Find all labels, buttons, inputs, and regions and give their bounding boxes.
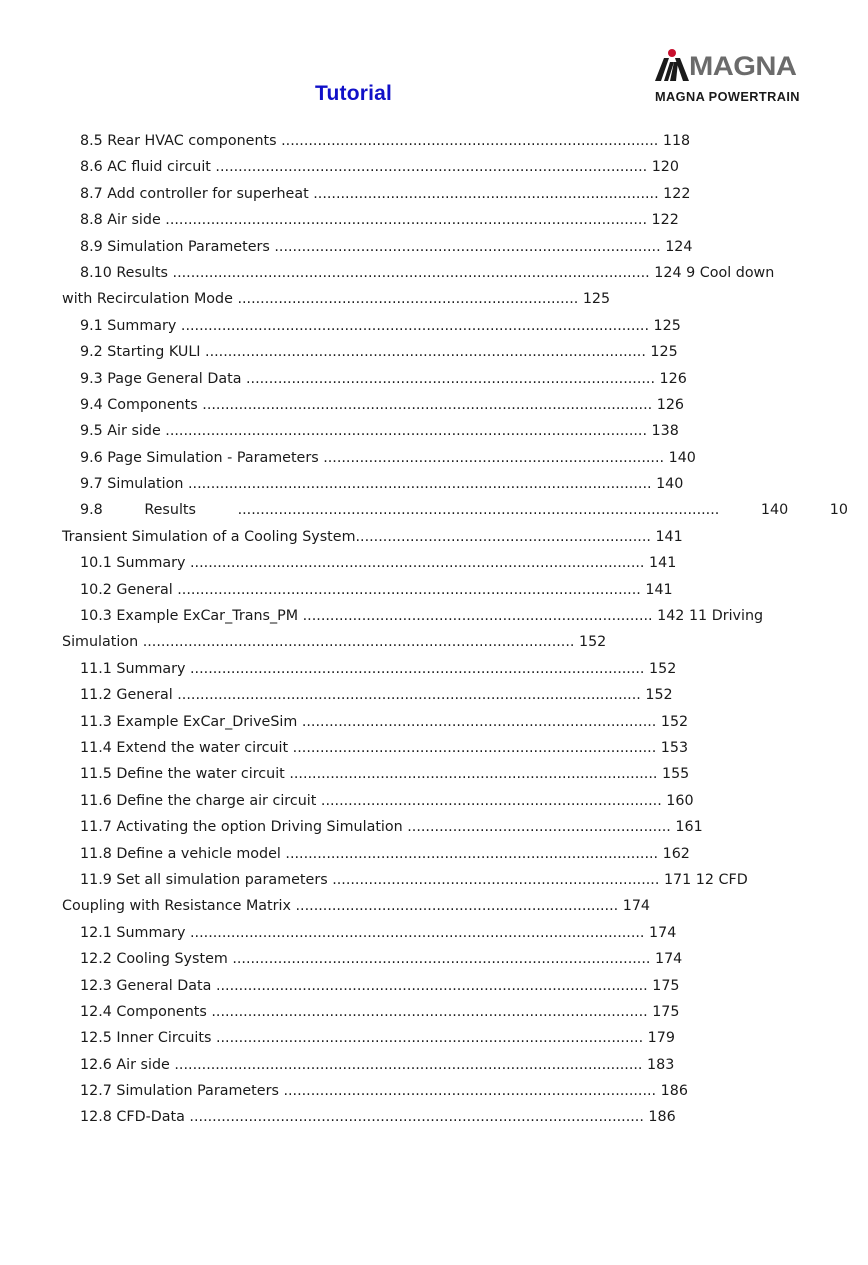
toc-entry-text: 12.1 Summary .................................................................................................... 174 xyxy=(80,924,677,941)
toc-entry[interactable] xyxy=(62,524,848,550)
toc-entry[interactable] xyxy=(62,867,848,893)
toc-entry-text: 9.3 Page General Data .......................................................................................... 126 xyxy=(80,370,687,387)
toc-entry[interactable] xyxy=(62,313,848,339)
toc-entry-text: 8.7 Add controller for superheat ............................................................................ 122 xyxy=(80,185,691,202)
toc-entry-part: Results xyxy=(144,502,196,519)
toc-entry[interactable] xyxy=(62,1104,848,1130)
toc-entry-text: Transient Simulation of a Cooling System................................................................. 141 xyxy=(62,528,683,545)
toc-entry[interactable] xyxy=(62,418,848,444)
table-of-contents xyxy=(62,128,848,1131)
toc-entry[interactable] xyxy=(62,893,848,919)
toc-entry-text: Simulation ............................................................................................... 152 xyxy=(62,634,607,651)
toc-entry-part: 140 xyxy=(760,502,789,519)
toc-entry-text: 11.8 Define a vehicle model .................................................................................. 162 xyxy=(80,845,690,862)
toc-entry-text: Coupling with Resistance Matrix ....................................................................... 174 xyxy=(62,898,651,915)
toc-entry-text: 11.5 Define the water circuit ................................................................................. 155 xyxy=(80,766,690,783)
toc-entry-text: 10.3 Example ExCar_Trans_PM ............................................................................. 142 11 Driving xyxy=(80,608,764,625)
toc-entry-text: 12.5 Inner Circuits .............................................................................................. 179 xyxy=(80,1030,675,1047)
page-header xyxy=(0,0,868,120)
toc-entry-text: 11.9 Set all simulation parameters ........................................................................ 171 12 CFD xyxy=(80,871,748,888)
toc-entry[interactable] xyxy=(62,735,848,761)
toc-entry[interactable] xyxy=(62,920,848,946)
toc-entry-text: 9.5 Air side .......................................................................................................... 138 xyxy=(80,423,679,440)
toc-entry-text: 10.2 General ...................................................................................................... 141 xyxy=(80,581,673,598)
toc-entry[interactable] xyxy=(62,577,848,603)
toc-entry[interactable] xyxy=(62,339,848,365)
toc-entry-text: 9.7 Simulation ...................................................................................................... 140 xyxy=(80,476,684,493)
toc-entry[interactable] xyxy=(62,656,848,682)
toc-entry[interactable] xyxy=(62,260,848,286)
toc-entry-text: with Recirculation Mode ........................................................................... 125 xyxy=(62,291,611,308)
toc-entry[interactable] xyxy=(62,999,848,1025)
toc-entry-text: 10.1 Summary .................................................................................................... 141 xyxy=(80,555,677,572)
toc-entry[interactable] xyxy=(62,814,848,840)
toc-entry-text: 9.2 Starting KULI ................................................................................................. 125 xyxy=(80,344,678,361)
toc-entry-text: 8.5 Rear HVAC components ................................................................................... 118 xyxy=(80,133,691,149)
magna-emblem-icon xyxy=(655,48,689,82)
logo-subtitle: MAGNA POWERTRAIN xyxy=(655,90,800,104)
toc-entry-text: 11.3 Example ExCar_DriveSim .............................................................................. 152 xyxy=(80,713,689,730)
toc-entry-part: 9.8 xyxy=(80,502,103,519)
toc-entry-text: 12.4 Components ................................................................................................ 175 xyxy=(80,1003,680,1020)
toc-entry-text: 9.6 Page Simulation - Parameters ........................................................................... 140 xyxy=(80,449,696,466)
toc-entry-text: 11.7 Activating the option Driving Simulation .......................................................... 161 xyxy=(80,819,703,836)
toc-entry[interactable] xyxy=(62,788,848,814)
toc-entry-text: 12.8 CFD-Data .................................................................................................... 186 xyxy=(80,1109,676,1126)
toc-entry-text: 12.6 Air side ....................................................................................................... 183 xyxy=(80,1056,675,1073)
toc-entry[interactable] xyxy=(62,973,848,999)
toc-entry[interactable] xyxy=(62,1078,848,1104)
magna-logo xyxy=(655,48,807,110)
toc-entry[interactable] xyxy=(62,366,848,392)
toc-entry[interactable] xyxy=(62,207,848,233)
toc-entry[interactable] xyxy=(62,471,848,497)
toc-entry[interactable] xyxy=(62,181,848,207)
toc-entry[interactable] xyxy=(62,682,848,708)
toc-entry-text: 9.4 Components ................................................................................................... 126 xyxy=(80,396,685,413)
toc-entry[interactable] xyxy=(62,841,848,867)
toc-entry-text: 8.8 Air side .......................................................................................................... 122 xyxy=(80,212,679,229)
toc-entry-text: 12.3 General Data ............................................................................................... 175 xyxy=(80,977,680,994)
toc-entry[interactable] xyxy=(62,603,848,629)
toc-entry[interactable] xyxy=(62,286,848,312)
toc-entry[interactable] xyxy=(62,497,848,523)
toc-entry[interactable] xyxy=(62,1052,848,1078)
toc-entry-text: 11.2 General ...................................................................................................... 152 xyxy=(80,687,673,704)
toc-entry-text: 8.9 Simulation Parameters ..................................................................................... 124 xyxy=(80,238,693,255)
logo-wordmark: MAGNA xyxy=(689,51,797,81)
toc-entry-text: 12.2 Cooling System ............................................................................................ 174 xyxy=(80,951,683,968)
toc-entry[interactable] xyxy=(62,445,848,471)
toc-entry[interactable] xyxy=(62,128,848,154)
toc-entry[interactable] xyxy=(62,234,848,260)
toc-entry-text: 8.10 Results ......................................................................................................... 124 9 Cool down xyxy=(80,264,775,281)
toc-entry[interactable] xyxy=(62,761,848,787)
toc-entry-text: 9.1 Summary ....................................................................................................... 125 xyxy=(80,317,681,334)
toc-entry-text: 11.6 Define the charge air circuit ........................................................................... 160 xyxy=(80,792,694,809)
toc-entry-text: 11.4 Extend the water circuit ................................................................................ 153 xyxy=(80,739,689,756)
toc-entry[interactable] xyxy=(62,709,848,735)
toc-entry-part: 10 xyxy=(829,502,848,519)
toc-entry[interactable] xyxy=(62,392,848,418)
toc-entry[interactable] xyxy=(62,550,848,576)
toc-entry[interactable] xyxy=(62,154,848,180)
page-title: Tutorial xyxy=(315,82,393,105)
toc-entry-part: .......................................................................................................... xyxy=(237,502,720,519)
toc-entry[interactable] xyxy=(62,946,848,972)
toc-entry-text: 8.6 AC fluid circuit ............................................................................................... 120 xyxy=(80,159,680,176)
toc-entry-text: 11.1 Summary .................................................................................................... 152 xyxy=(80,660,677,677)
toc-entry[interactable] xyxy=(62,1025,848,1051)
toc-entry[interactable] xyxy=(62,629,848,655)
toc-entry-text: 12.7 Simulation Parameters .................................................................................. 186 xyxy=(80,1083,688,1100)
